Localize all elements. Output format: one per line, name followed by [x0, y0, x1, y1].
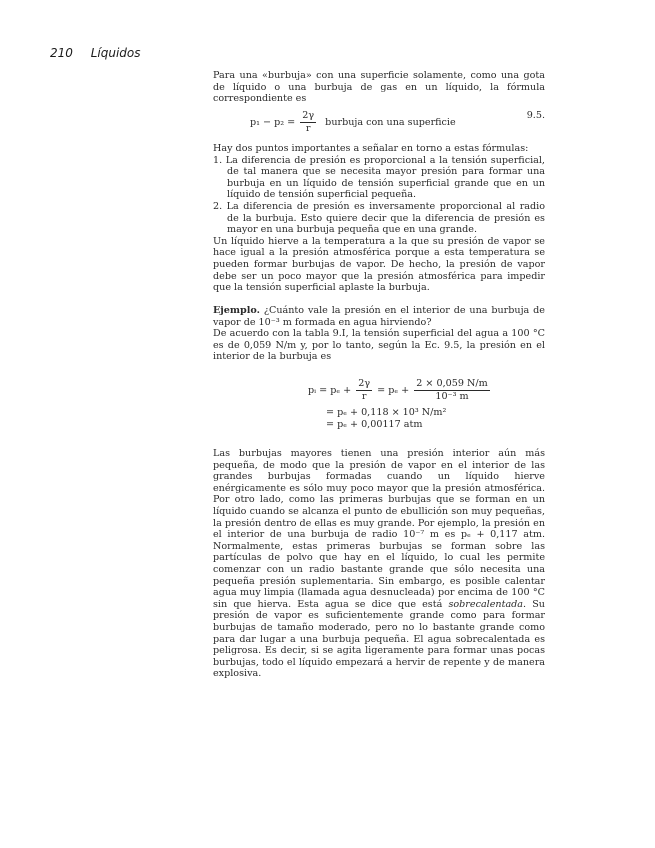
eq1-lhs: p₁ − p₂ =	[250, 117, 296, 128]
eq2-line2: = pₑ + 0,118 × 10³ N/m²	[326, 407, 447, 418]
chapter-title: Líquidos	[90, 46, 141, 60]
eq1-fraction	[300, 110, 316, 135]
example-answer: De acuerdo con la tabla 9.I, la tensión superficial del agua a 100 °C es de 0,059 N/m y, por lo tanto, según la Ec. 9.5, la presión en el interior de la burbuja es	[213, 328, 545, 363]
closing-italic: sobrecalentada.	[448, 598, 527, 610]
eq2-line3: = pₑ + 0,00117 atm	[326, 419, 423, 430]
eq1-note: burbuja con una superficie	[325, 117, 456, 128]
eq2-line1: pᵢ = pₑ + $\frac{2\gamma}{r}$ = pₑ + $\frac{2 \times 0,059 N/m}{\text{10⁻³ m}}$	[308, 378, 488, 402]
closing-paragraph: Las burbujas mayores tienen una presión interior aún más pequeña, de modo que la presión de vapor en el interior de las grandes burbujas formadas cuando un líquido hierve enérgicamente es sólo muy poco mayor que la presión atmosférica. Por otro lado, como las primeras burbujas que se forman en un líquido cuando se alcanza el punto de ebullición son muy pequeñas, la presión dentro de ellas es muy grande. Por ejemplo, la presión en el interior de una burbuja de radio 10⁻⁷ m es pₑ + 0,117 atm. Normalmente, estas primeras burbujas se forman sobre las partículas de polvo que hay en el líquido, lo cual les permite comenzar con un radio bastante grande que sólo necesita una pequeña presión suplementaria. Sin embargo, es posible calentar agua muy limpia (llamada agua desnucleada) por encima de 100 °C sin que hierva. Esta agua se dice que está sobrecalentada. Su presión de vapor es suficientemente grande como para formar burbujas de tamaño moderado, pero no lo bastante grande como para dar lugar a una burbuja pequeña. El agua sobrecalentada es peligrosa. Es decir, si se agita ligeramente para formar unas pocas burbujas, todo el líquido empezará a hervir de repente y de manera explosiva.	[213, 448, 545, 680]
example-question: Ejemplo. ¿Cuánto vale la presión en el interior de una burbuja de vapor de 10⁻³ m formada en agua hirviendo?	[213, 305, 545, 328]
page-number: 210	[50, 46, 73, 60]
page-header	[50, 46, 141, 60]
point-1: 1. La diferencia de presión es proporcional a la tensión superficial, de tal manera que se necesita mayor presión para formar una burbuja en un líquido de tensión superficial grande que en un líquido de tensión superficial pequeña.	[213, 154, 545, 201]
eq1-numerator: 2γ	[302, 110, 315, 121]
points-intro: Hay dos puntos importantes a señalar en torno a estas fórmulas:	[213, 143, 529, 154]
eq2-fraction-1: $\frac{2\gamma}{r}$	[358, 378, 371, 402]
example-label: Ejemplo.	[213, 305, 260, 316]
equation-example	[308, 378, 492, 431]
equation-9-5	[250, 110, 545, 135]
closing-section	[213, 448, 545, 680]
boiling-paragraph: Un líquido hierve a la temperatura a la que su presión de vapor se hace igual a la presión atmosférica porque a esta temperatura se pueden formar burbujas de vapor. De hecho, la presión de vapor debe ser un poco mayor que la presión atmosférica para impedir que la tensión superficial aplaste la burbuja.	[213, 235, 545, 294]
intro-paragraph: Para una «burbuja» con una superficie solamente, como una gota de líquido o una burbuja de gas en un líquido, la fórmula correspondiente es	[213, 70, 545, 105]
example-section	[213, 305, 545, 363]
point-2: 2. La diferencia de presión es inversamente proporcional al radio de la burbuja. Esto quiere decir que la diferencia de presión es mayor en una burbuja pequeña que en una grande.	[213, 200, 545, 236]
eq2-fraction-2: $\frac{2 \times 0,059 N/m}{\text{10⁻³ m}}$	[416, 378, 488, 402]
points-section	[213, 143, 545, 294]
eq1-denominator: r	[305, 123, 311, 134]
eq1-number: 9.5.	[526, 110, 545, 121]
